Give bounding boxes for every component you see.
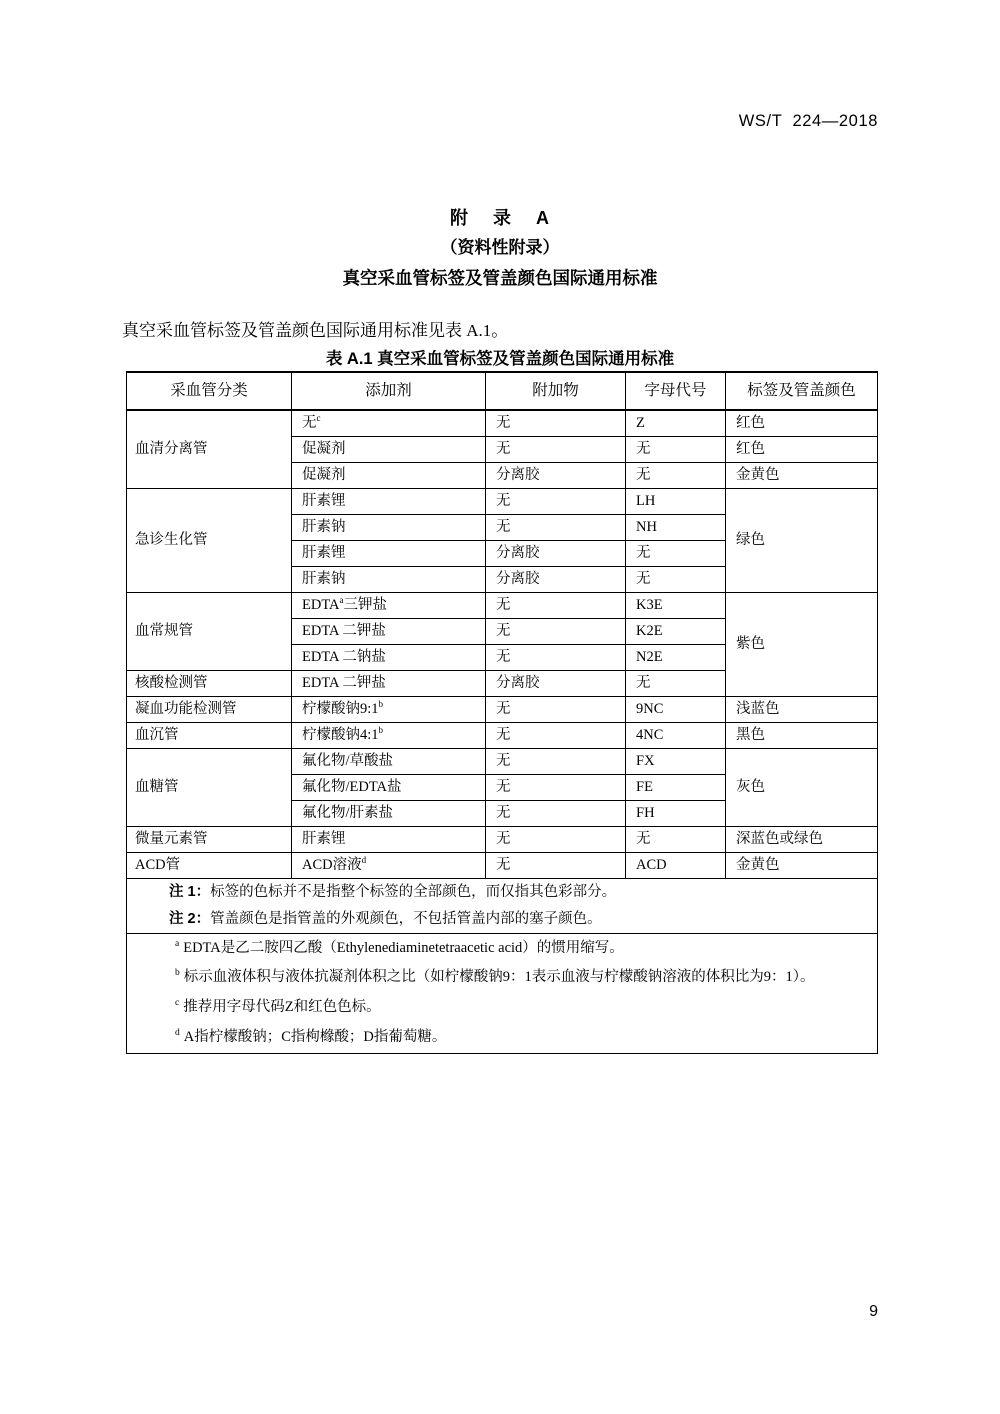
cell-attachment: 无 [486,514,626,540]
footnote-ref: a [339,594,344,605]
cell-code: 4NC [626,722,726,748]
cell-additive: 氟化物/草酸盐 [292,748,486,774]
footnote-mark: c [175,998,180,1009]
cell-additive: ACD溶液$^d$ [292,852,486,878]
cell-code: K3E [626,592,726,618]
annex-title: 附 录 A [449,208,550,228]
cell-code: 无 [626,462,726,488]
cell-code: N2E [626,644,726,670]
cell-color: 灰色 [726,748,878,826]
cell-additive: 无$^c$ [292,410,486,436]
cell-category: 急诊生化管 [127,488,292,592]
column-header-additive: 添加剂 [292,372,486,410]
cell-color: 金黄色 [726,462,878,488]
running-header: WS/T 224—2018 [738,112,878,130]
note-text: 标签的色标并不是指整个标签的全部颜色，而仅指其色彩部分。 [210,883,617,900]
footnote-ref: d [361,854,367,865]
cell-additive: EDTA 二钠盐 [292,644,486,670]
cell-code: 9NC [626,696,726,722]
table-row [127,826,878,852]
cell-additive: EDTA 二钾盐 [292,618,486,644]
note-text: 管盖颜色是指管盖的外观颜色，不包括管盖内部的塞子颜色。 [210,910,602,927]
footnote-ref: b [378,698,384,709]
cell-attachment: 无 [486,488,626,514]
table-row [127,592,878,618]
cell-category: ACD管 [127,852,292,878]
footnote-ref: c [316,413,321,424]
cell-color: 紫色 [726,592,878,696]
cell-additive: 肝素锂 [292,540,486,566]
cell-code: 无 [626,566,726,592]
footnote-item [135,963,877,993]
cell-code: 无 [626,670,726,696]
footnotes-cell [127,933,878,1053]
cell-code: 无 [626,826,726,852]
cell-attachment: 无 [486,800,626,826]
cell-code: FE [626,774,726,800]
cell-additive: 肝素钠 [292,514,486,540]
footnote-ref: b [378,724,384,735]
notes-cell [127,878,878,933]
cell-category: 微量元素管 [127,826,292,852]
cell-attachment: 分离胶 [486,566,626,592]
note-item [135,879,877,906]
cell-color: 绿色 [726,488,878,592]
cell-category: 血糖管 [127,748,292,826]
table-notes-body [127,878,878,1053]
cell-attachment: 无 [486,618,626,644]
cell-additive: 肝素锂 [292,826,486,852]
footnote-text: EDTA是乙二胺四乙酸（Ethylenediaminetetraacetic acid）的惯用缩写。 [183,939,624,956]
column-header-attachment: 附加物 [486,372,626,410]
table-row [127,488,878,514]
cell-attachment: 无 [486,696,626,722]
note-item [135,906,877,933]
cell-attachment: 无 [486,436,626,462]
footnote-text: A指柠檬酸钠；C指枸橼酸；D指葡萄糖。 [183,1028,447,1045]
annex-subtitle: （资料性附录） [440,237,560,257]
column-header-category: 采血管分类 [127,372,292,410]
column-header-code: 字母代号 [626,372,726,410]
cell-attachment: 无 [486,748,626,774]
cell-attachment: 分离胶 [486,540,626,566]
table-row [127,748,878,774]
cell-attachment: 无 [486,722,626,748]
cell-attachment: 分离胶 [486,670,626,696]
cell-additive: EDTA 二钾盐 [292,670,486,696]
footnote-mark: a [175,938,180,949]
footnote-mark: d [175,1027,180,1038]
footnote-item [135,934,877,964]
footnote-mark: b [175,968,180,979]
table-row [127,722,878,748]
cell-category: 核酸检测管 [127,670,292,696]
cell-additive: 柠檬酸钠9:1$^b$ [292,696,486,722]
cell-additive: 氟化物/EDTA盐 [292,774,486,800]
cell-additive: 促凝剂 [292,436,486,462]
cell-code: Z [626,410,726,436]
cell-color: 金黄色 [726,852,878,878]
cell-color: 红色 [726,410,878,436]
footnote-text: 推荐用字母代码Z和红色色标。 [183,999,381,1016]
cell-attachment: 无 [486,774,626,800]
cell-additive: 氟化物/肝素盐 [292,800,486,826]
table-body [127,410,878,878]
cell-code: NH [626,514,726,540]
cell-code: FH [626,800,726,826]
notes-row [127,878,878,933]
annex-heading-block [0,205,1000,293]
footnote-item [135,993,877,1023]
page-number: 9 [869,1303,878,1320]
footnote-text: 标示血液体积与液体抗凝剂体积之比（如柠檬酸钠9：1表示血液与柠檬酸钠溶液的体积比为9：1）。 [183,969,815,986]
cell-additive: 肝素锂 [292,488,486,514]
cell-color: 浅蓝色 [726,696,878,722]
cell-code: FX [626,748,726,774]
annex-name: 真空采血管标签及管盖颜色国际通用标准 [342,267,658,288]
cell-attachment: 无 [486,644,626,670]
cell-attachment: 无 [486,592,626,618]
footnotes-row [127,933,878,1053]
column-header-color: 标签及管盖颜色 [726,372,878,410]
blood-collection-tube-table [126,371,878,1054]
cell-additive: 柠檬酸钠4:1$^b$ [292,722,486,748]
cell-category: 血常规管 [127,592,292,670]
cell-attachment: 无 [486,826,626,852]
cell-attachment: 无 [486,410,626,436]
table-row [127,410,878,436]
table-row [127,852,878,878]
cell-additive: 肝素钠 [292,566,486,592]
cell-code: K2E [626,618,726,644]
note-label: 注 1： [169,883,211,900]
table-caption: 表 A.1 真空采血管标签及管盖颜色国际通用标准 [325,350,675,368]
cell-code: ACD [626,852,726,878]
cell-color: 深蓝色或绿色 [726,826,878,852]
cell-code: 无 [626,436,726,462]
cell-additive: EDTA$^a$三钾盐 [292,592,486,618]
table-wrapper [126,371,877,1054]
cell-code: 无 [626,540,726,566]
cell-color: 红色 [726,436,878,462]
table-row [127,696,878,722]
cell-additive: 促凝剂 [292,462,486,488]
cell-attachment: 分离胶 [486,462,626,488]
cell-category: 凝血功能检测管 [127,696,292,722]
cell-category: 血沉管 [127,722,292,748]
intro-paragraph: 真空采血管标签及管盖颜色国际通用标准见表 A.1。 [122,321,509,340]
cell-attachment: 无 [486,852,626,878]
cell-code: LH [626,488,726,514]
footnote-item [135,1023,877,1053]
cell-color: 黑色 [726,722,878,748]
cell-category: 血清分离管 [127,410,292,488]
table-header-row [127,372,878,410]
note-label: 注 2： [169,910,211,927]
